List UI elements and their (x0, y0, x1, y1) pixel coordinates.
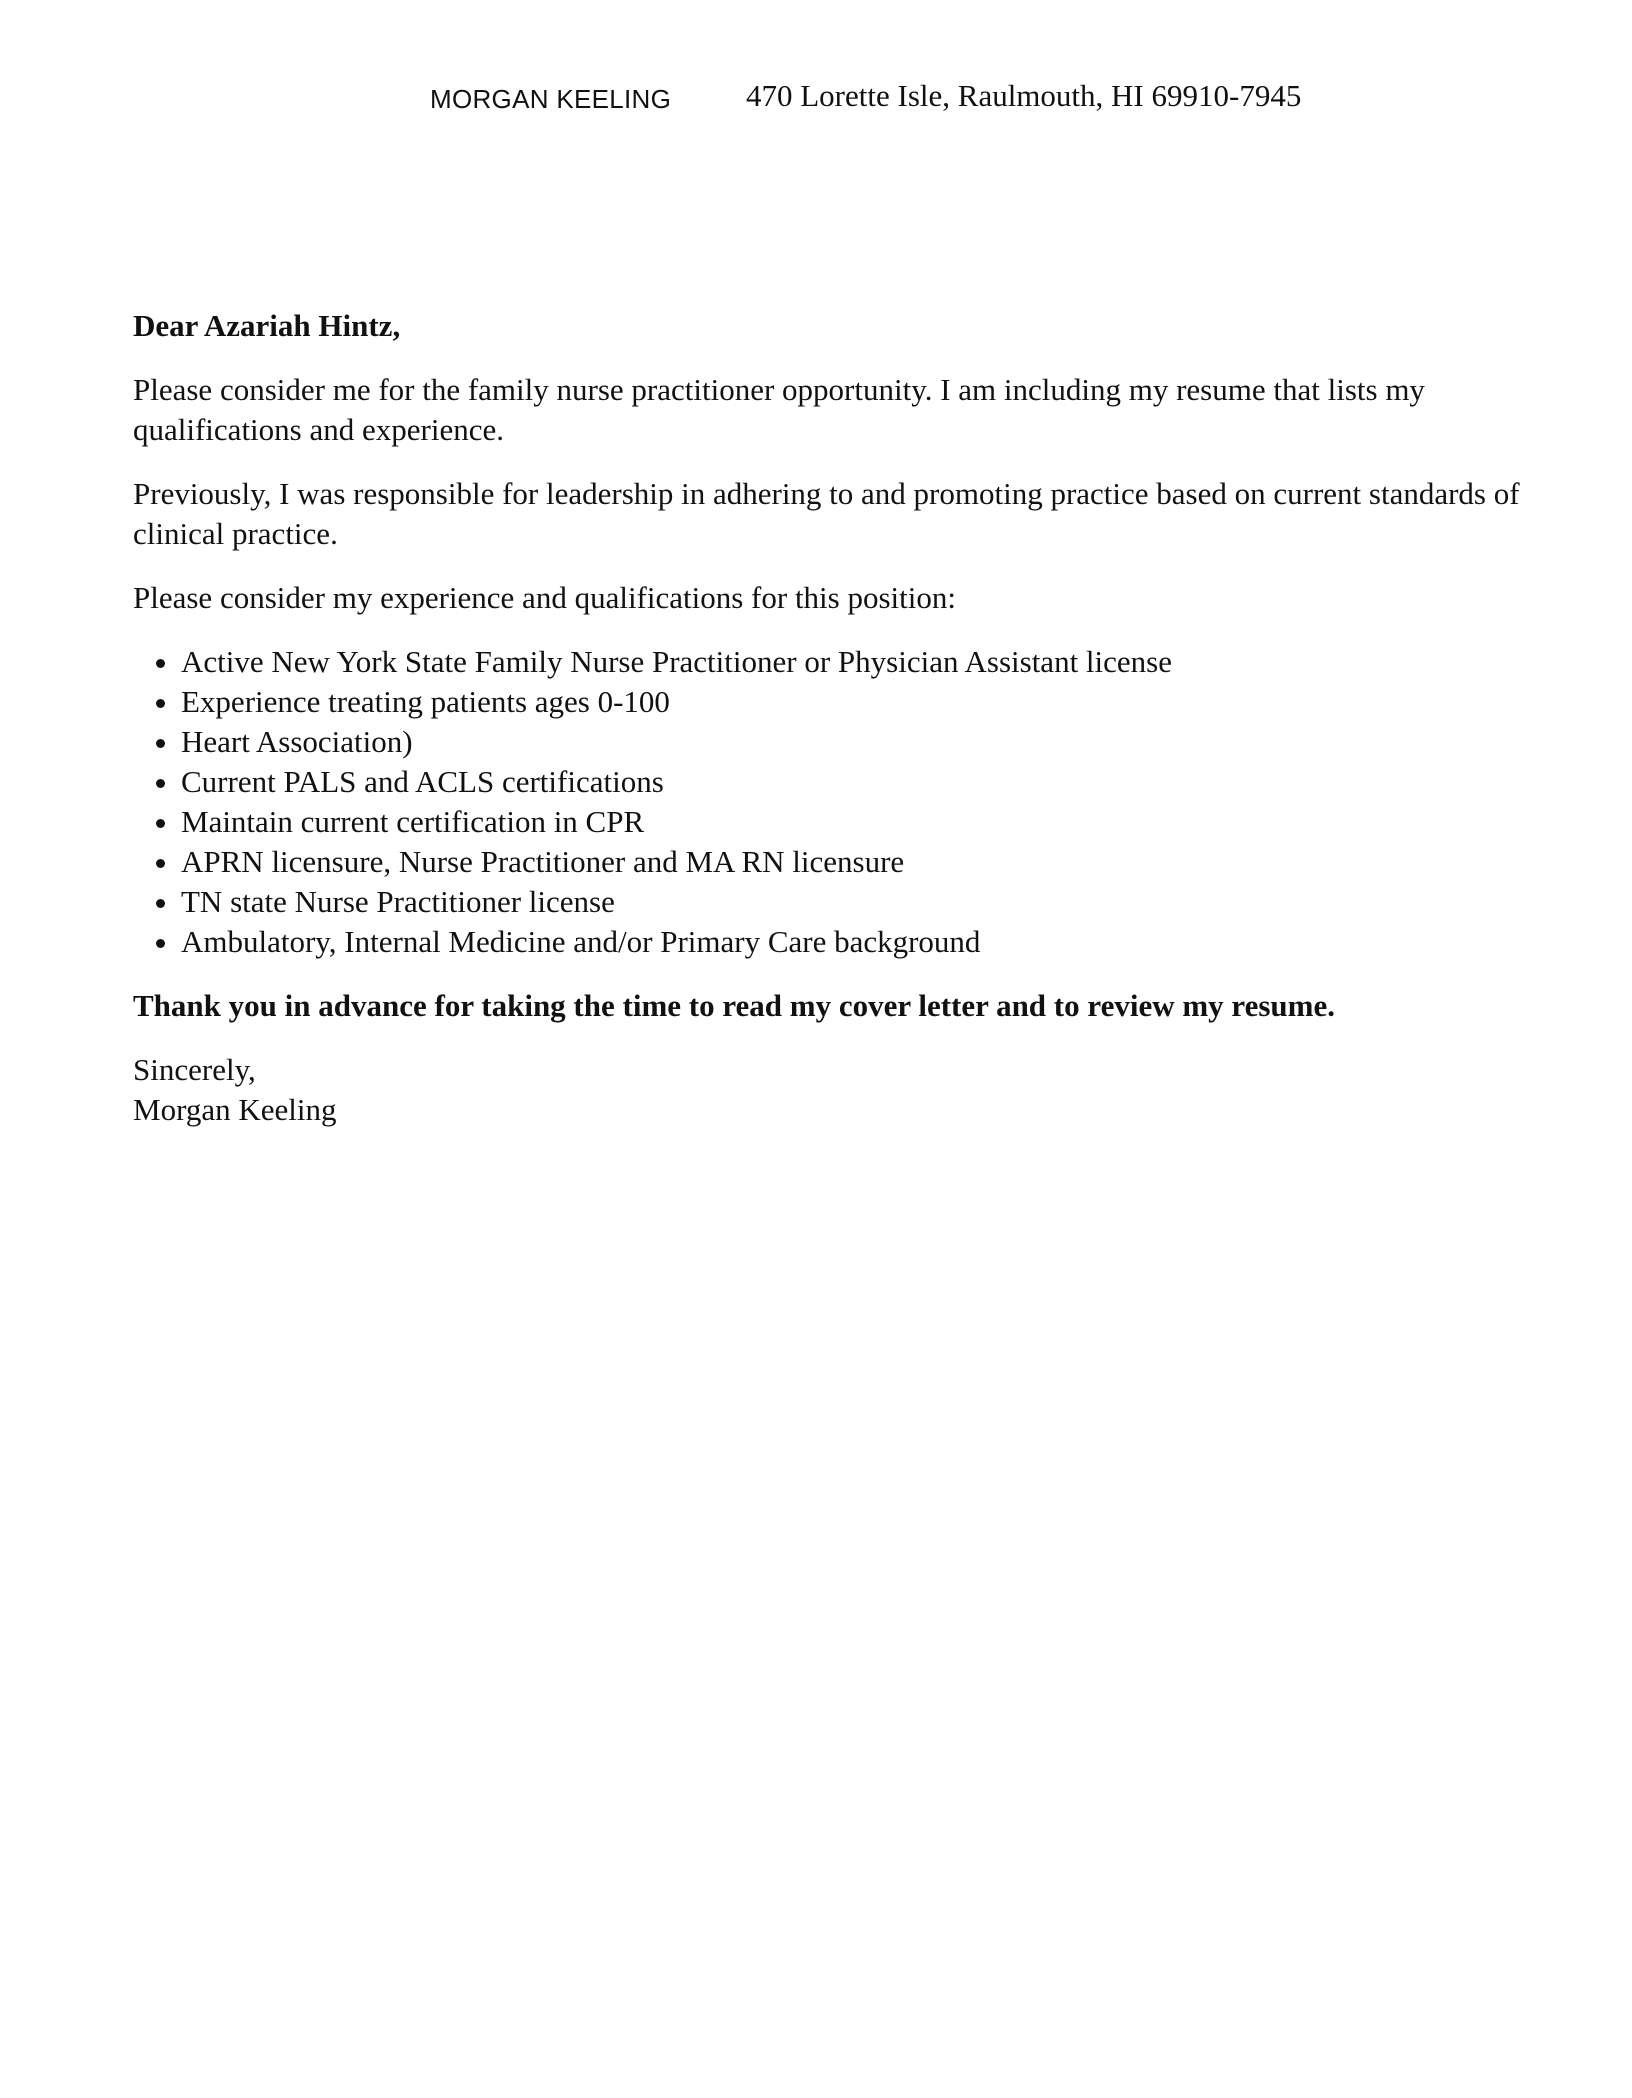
list-item-text: Maintain current certification in CPR (181, 804, 645, 839)
letter-header (0, 78, 1632, 122)
closing-statement: Thank you in advance for taking the time to read my cover letter and to review my resume. (133, 988, 1336, 1023)
bullet-icon (156, 699, 165, 708)
salutation: Dear Azariah Hintz, (133, 308, 401, 343)
bullet-icon (156, 739, 165, 748)
list-item-text: Experience treating patients ages 0-100 (181, 684, 670, 719)
bullet-icon (156, 859, 165, 868)
list-item (181, 762, 1523, 802)
list-item-text: APRN licensure, Nurse Practitioner and MA RN licensure (181, 844, 905, 879)
list-item (181, 642, 1523, 682)
bullet-icon (156, 659, 165, 668)
list-item (181, 922, 1523, 962)
bullet-icon (156, 939, 165, 948)
list-item (181, 722, 1523, 762)
sender-address: 470 Lorette Isle, Raulmouth, HI 69910-7945 (746, 78, 1302, 113)
qualifications-list (133, 642, 1523, 962)
list-item (181, 802, 1523, 842)
list-item-text: Ambulatory, Internal Medicine and/or Primary Care background (181, 924, 981, 959)
signoff: Sincerely, (133, 1052, 256, 1087)
signature-name: Morgan Keeling (133, 1092, 337, 1127)
bullet-icon (156, 819, 165, 828)
list-item-text: TN state Nurse Practitioner license (181, 884, 615, 919)
intro-paragraph: Please consider me for the family nurse practitioner opportunity. I am including my resume that lists my qualifications and experience. (133, 372, 1425, 447)
experience-paragraph: Previously, I was responsible for leadership in adhering to and promoting practice based on current standards of clinical practice. (133, 476, 1520, 551)
letter-body (133, 306, 1523, 1130)
list-item (181, 842, 1523, 882)
list-item-text: Active New York State Family Nurse Practitioner or Physician Assistant license (181, 644, 1173, 679)
sender-name: MORGAN KEELING (430, 84, 672, 114)
qualifications-intro: Please consider my experience and qualifications for this position: (133, 580, 956, 615)
bullet-icon (156, 779, 165, 788)
bullet-icon (156, 899, 165, 908)
list-item-text: Current PALS and ACLS certifications (181, 764, 664, 799)
list-item-text: Heart Association) (181, 724, 413, 759)
list-item (181, 682, 1523, 722)
list-item (181, 882, 1523, 922)
signoff-block (133, 1050, 1523, 1130)
